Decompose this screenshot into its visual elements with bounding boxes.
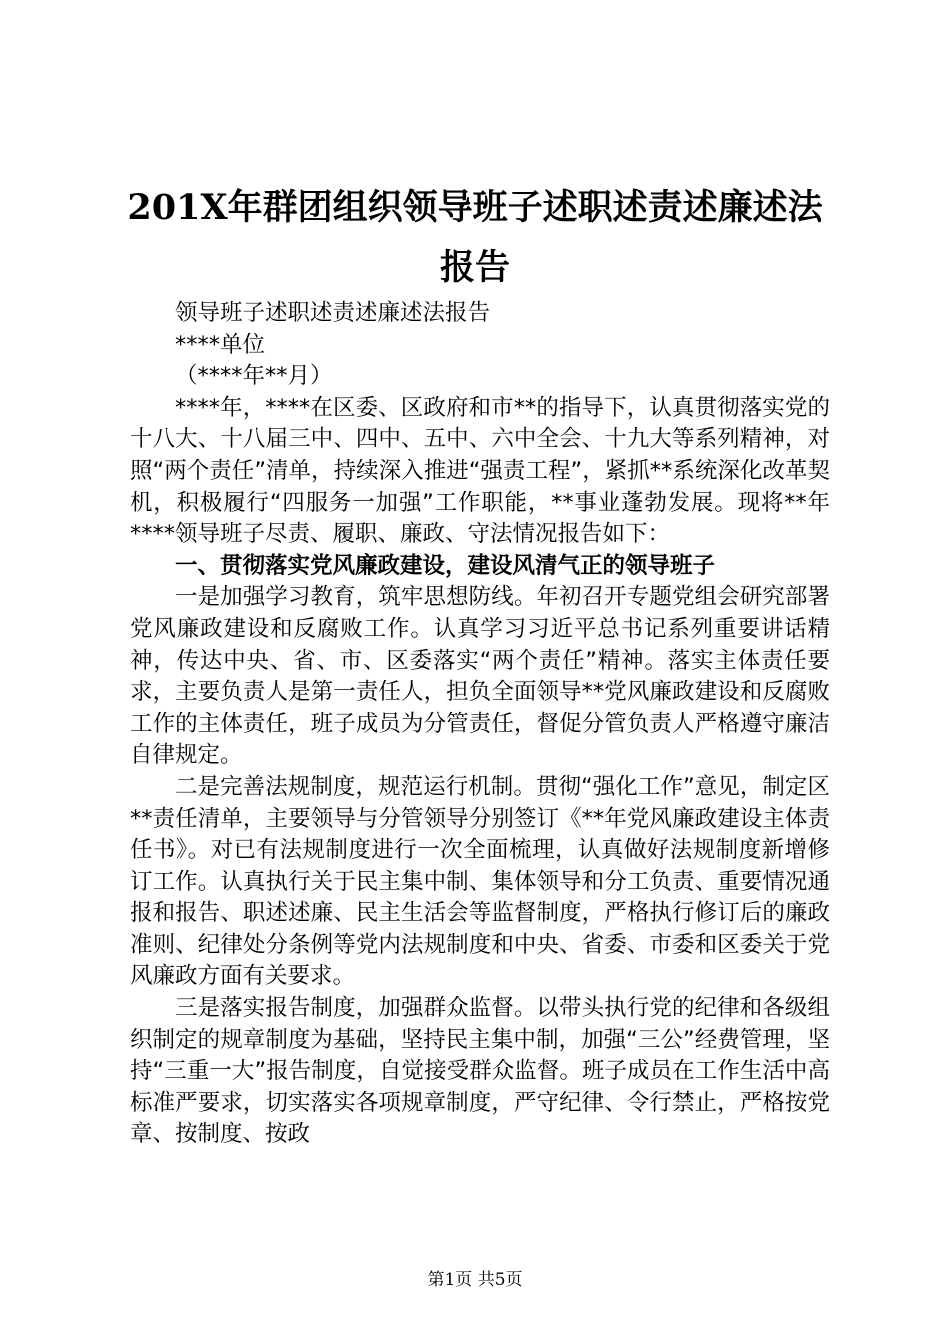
section-heading: 一、贯彻落实党风廉政建设，建设风清气正的领导班子 (175, 552, 716, 579)
document-body (130, 298, 830, 1151)
intro-paragraph: ****年，****在区委、区政府和市**的指导下，认真贯彻落实党的十八大、十八届三中、四中、五中、六中全会、十九大等系列精神，对照“两个责任”清单，持续深入推进“强责工程”，紧抓**系统深化改革契机，积极履行“四服务一加强”工作职能，**事业蓬勃发展。现将**年****领导班子尽责、履职、廉政、守法情况报告如下： (130, 394, 830, 548)
page-number-footer: 第1页 共5页 (427, 1270, 523, 1290)
issuing-unit: ****单位 (175, 331, 266, 358)
body-paragraph: 二是完善法规制度，规范运行机制。贯彻“强化工作”意见，制定区**责任清单，主要领导与分管领导分别签订《**年党风廉政建设主体责任书》。对已有法规制度进行一次全面梳理，认真做好法规制度新增修订工作。认真执行关于民主集中制、集体领导和分工负责、重要情况通报和报告、职述述廉、民主生活会等监督制度，严格执行修订后的廉政准则、纪律处分条例等党内法规制度和中央、省委、市委和区委关于党风廉政方面有关要求。 (130, 773, 830, 990)
document-title-line1: 201X年群团组织领导班子述职述责述廉述法 (127, 187, 823, 228)
body-paragraph: 一是加强学习教育，筑牢思想防线。年初召开专题党组会研究部署党风廉政建设和反腐败工作。认真学习习近平总书记系列重要讲话精神，传达中央、省、市、区委落实“两个责任”精神。落实主体责任要求，主要负责人是第一责任人，担负全面领导**党风廉政建设和反腐败工作的主体责任，班子成员为分管责任，督促分管负责人严格遵守廉洁自律规定。 (130, 584, 830, 769)
document-title-line2: 报告 (439, 247, 510, 288)
document-subtitle: 领导班子述职述责述廉述法报告 (175, 300, 491, 326)
report-date: （****年**月） (175, 363, 333, 390)
body-paragraph: 三是落实报告制度，加强群众监督。以带头执行党的纪律和各级组织制定的规章制度为基础，坚持民主集中制，加强“三公”经费管理，坚持“三重一大”报告制度，自觉接受群众监督。班子成员在工作生活中高标准严要求，切实落实各项规章制度，严守纪律、令行禁止，严格按党章、按制度、按政 (130, 995, 830, 1148)
